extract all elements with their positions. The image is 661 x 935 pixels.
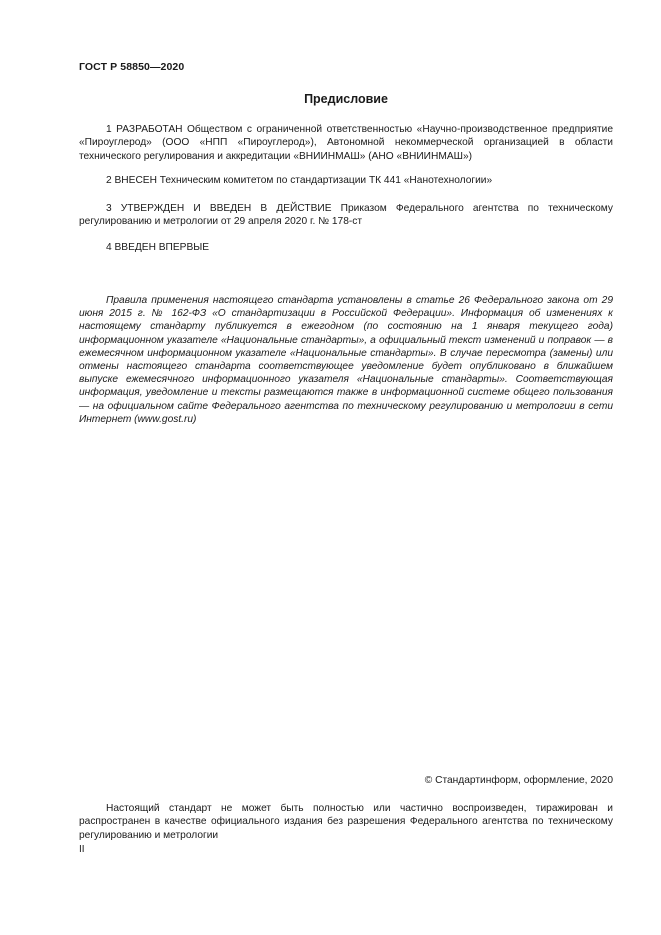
paragraph-application-rules: Правила применения настоящего стандарта установлены в статье 26 Федерального закона от 29 июня 2015 г. № 162-ФЗ «О стандартизации в Российской Федерации». Информация об изменениях к настоящему стандарту публикуется в ежегодном (по состоянию на 1 января текущего года) информационном указателе «Национальные стандарты», а официальный текст изменений и поправок — в ежемесячном информационном указателе «Национальные стандарты». В случае пересмотра (замены) или отмены настоящего стандарта соответствующее уведомление будет опубликовано в ближайшем выпуске ежемесячного информационного указателя «Национальные стандарты». Соответствующая информация, уведомление и тексты размещаются также в информационной системе общего пользования — на официальном сайте Федерального агентства по техническому регулированию и метрологии в сети Интернет (www.gost.ru) <box>79 295 613 425</box>
paragraph-introduced-by: 2 ВНЕСЕН Техническим комитетом по стандартизации ТК 441 «Нанотехнологии» <box>106 175 493 186</box>
page-number: II <box>79 844 85 855</box>
paragraph-developed-by: 1 РАЗРАБОТАН Обществом с ограниченной ответственностью «Научно-производственное предприятие «Пироуглерод» (ООО «НПП «Пироуглерод»), Автономной некоммерческой организацией в области технического регулирования и аккредитации «ВНИИНМАШ» (АНО «ВНИИНМАШ») <box>79 124 613 162</box>
paragraph-reproduction-notice: Настоящий стандарт не может быть полностью или частично воспроизведен, тиражирован и распространен в качестве официального издания без разрешения Федерального агентства по техническому регулированию и метрологии <box>79 803 613 841</box>
page-title: Предисловие <box>304 92 388 106</box>
copyright-notice: © Стандартинформ, оформление, 2020 <box>424 775 613 786</box>
paragraph-approved: 3 УТВЕРЖДЕН И ВВЕДЕН В ДЕЙСТВИЕ Приказом Федерального агентства по техническому регулированию и метрологии от 29 апреля 2020 г. № 178-ст <box>79 203 613 228</box>
standard-code: ГОСТ Р 58850—2020 <box>79 61 185 73</box>
paragraph-first-introduced: 4 ВВЕДЕН ВПЕРВЫЕ <box>106 242 210 253</box>
